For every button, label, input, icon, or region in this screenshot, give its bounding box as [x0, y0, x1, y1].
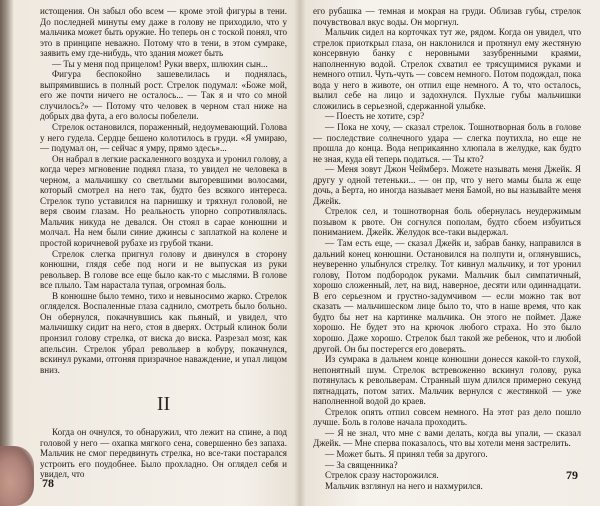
right-page [313, 6, 581, 500]
paragraph: — Пока не хочу, — сказал стрелок. Тошнотворная боль в голове — последствие солнечного удара — слегка поутихла, но еще не прошла до конца. Вода неприкаянно хлюпала в желудке, как будто не зная, куда ей теперь податься. — Ты кто? [313, 122, 581, 164]
paragraph: Стрелок сел, и тошнотворная боль обернулась неудержимым позывом к рвоте. Он согнулся пополам, будто сбоем избуиться пониманием. Джейк. Желудок все-таки выдержал. [313, 206, 581, 238]
paragraph: истощения. Он забыл обо всем — кроме этой фигуры в тени. До последней минуты ему даже в голову не приходило, что у мальчика может быть оружие. Но теперь он с тоской понял, что это в принципе неважно. Потому что в тени, в этом сумраке, заявить ему где-нибудь, что здания может быть [40, 6, 287, 59]
paragraph: Из сумрака в дальнем конце конюшни донесся какой-то глухой, непонятный шум. Стрелок встревоженно вскинул голову, рука потянулась к револьверам. Странный шум длился примерно секунд пятнадцать, потом затих. Мальчик вернулся с жестянкой — уже наполненной водой до краев. [313, 354, 581, 407]
paragraph: — Я не знал, что мне с вами делать, когда вы упали, — сказал Джейк. — Мне сперва показалось, что вы хотели меня застрелить. [313, 427, 581, 449]
paragraph: — За священника? [325, 459, 398, 470]
paragraph: Мальчик взглянул на него и нахмурился. [325, 480, 483, 491]
paragraph: — Поесть не хотите, сэр? [325, 111, 425, 122]
paragraph: — Ты у меня под прицелом! Руки вверх, шлюхин сын... [52, 58, 268, 69]
paragraph: Когда он очнулся, то обнаружил, что лежит на спине, а под головой у него — охапка мягкого сена, совершенно без запаха. Мальчик не смог передвинуть стрелка, но все-таки постарался устроить его поудобнее. Было прохладно. Он оглядел себя и увидел, что [40, 427, 287, 480]
paragraph: — Там есть еще, — сказал Джейк и, забрав банку, направился в дальний конец конюшни. Остановился на полпути и, оглянувшись, неуверенно улыбнулся стрелку. Тот кивнул мальчику, и тот уронил голову, Потом подбородок руками. Мальчик был симпатичный, хорошо сложенный, лет, на вид, наверное, десяти или одиннадцати. В его серьезном и грустно-задумчивом — если можно так вот сказать — мальчишеском лице было то, что в наше время, что как будто бы нет на картинке мальчика. Он этого не поймет. Даже хорошо. Не будет это на крючок любого страха. Но это было хорошо. Даже хорошо. Стрелок был такой же ребенок, что и любой другой. Он бы постерегся его доверять. [313, 238, 581, 354]
paragraph: его рубашка — темная и мокрая на груди. Облизав губы, стрелок почувствовал вкус воды. Он моргнул. [313, 6, 581, 27]
page-number-left: 78 [42, 476, 54, 490]
paragraph: — Может быть. Я принял тебя за другого. [325, 448, 488, 459]
paragraph: Мальчик сидел на корточках тут же, рядом. Когда он увидел, что стрелок приоткрыл глаза, он наклонился и протянул ему жестяную консервную банку с неровными зазубренными краями, наполненную водой. Стрелок схватил ее трясущимися руками и немного отпил. Чуть-чуть — совсем немного. Потом подождал, пока вода у него в животе, он отпил еще немного. А то, что осталось, вылил себе на лицо и задохнулся. Пухлые губы мальчишки сложились в серьезной, сдержанной улыбке. [313, 27, 581, 111]
paragraph: Стрелок остановился, пораженный, недоумевающий. Голова у него гудела. Сердце бешено колотилось в груди. «Я умираю, — подумал он, — сейчас я умру, прямо здесь»... [40, 122, 287, 154]
page-number-right: 79 [566, 468, 578, 482]
paragraph: Он набрал в легкие раскаленного воздуха и уронил голову, а когда через мгновение поднял глаза, то увидел не человека в черном, а мальчишку со светлыми выгоревшими волосами, который смотрел на него так, будто без всякого интереса. Стрелок тупо уставился на парнишку и тряхнул головой, не веря своим глазам. Но реальность упорно сопротивлялась. Мальчик никуда не девался. Он стоял в сарае конюшни и молчал. На нем были синие джинсы с заплаткой на колене и простой коричневой рубахе из грубой ткани. [40, 153, 287, 249]
paragraph: В конюшне было темно, тихо и невыносимо жарко. Стрелок огляделся. Воспаленные глаза саднило, смотреть было больно. Он обернулся, покачнувшись как пьяный, и увидел, что мальчишку сидит на него, стоя в дверях. Острый клинок боли пронзил голову стрелка, от виска до виска. Разрезал мозг, как апельсин. Стрелок убрал револьвер в кобуру, покачнулся, вскинул руками, отгоняя призрачное наваждение, и упал лицом вниз. [40, 290, 287, 375]
section-mark: II [156, 393, 171, 416]
left-page [40, 6, 287, 500]
thumb [0, 446, 34, 506]
paragraph: Стрелок сразу насторожился. [325, 470, 439, 481]
paragraph: Стрелок слегка пригнул голову и двинулся в сторону конюшни, глядя себе под ноги и не выпуская из руки револьвер. В голове все еще было как-то с мыслями. В голове все плыло. Там нарастала тупая, огромная боль. [40, 248, 287, 291]
paragraph: — Меня зовут Джон Чеймберз. Можете называть меня Джейк. Я другу у одной тетеньки... — он пр, что у него мамы была ж еще дочь, а Берта, но иногда называет меня Бамой, но вы называйте меня Джейк. [313, 164, 581, 206]
paragraph: Фигура беспокойно зашевелилась и поднялась, выпрямившись в полный рост. Стрелок подумал: «Боже мой, его же почти ничего не осталось... — Так я и что со мной случилось?» — Потому что человек в черном стал ниже на добрых два фута, а его волосы побелели. [40, 69, 287, 122]
paragraph: Стрелок опять отпил совсем немного. На этот раз дело пошло лучше. Боль в голове начала проходить. [313, 406, 581, 428]
